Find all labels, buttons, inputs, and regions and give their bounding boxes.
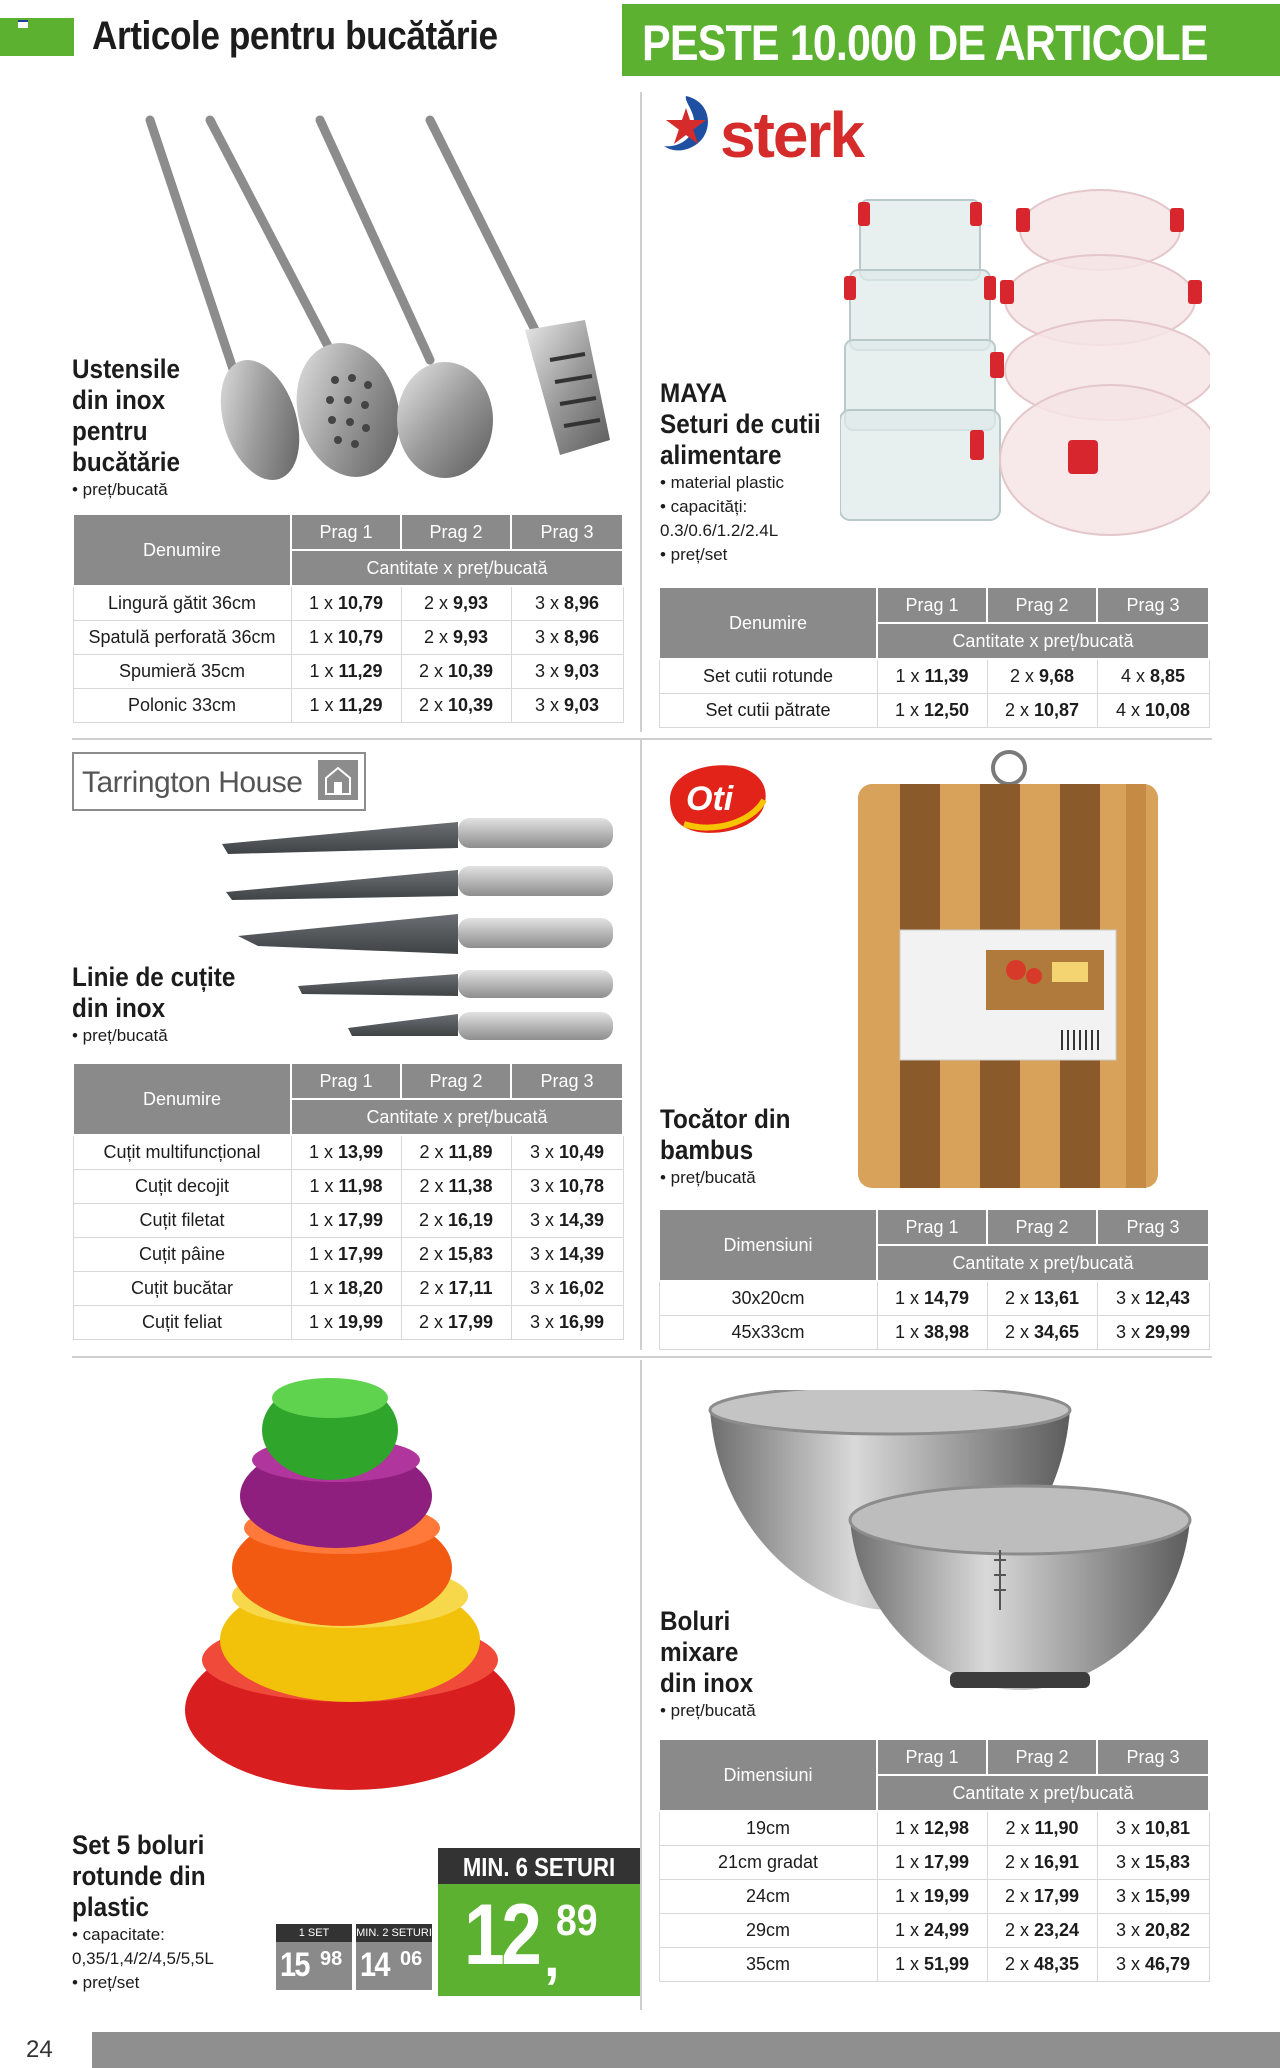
price-cell: [1097, 1811, 1209, 1846]
table-row: [73, 1170, 623, 1204]
price-cell: [1097, 1880, 1209, 1914]
price-decimals: 89: [556, 1896, 598, 1945]
quantity: 2 x: [1005, 1818, 1030, 1838]
quantity: 1 x: [894, 1288, 919, 1308]
item-name: Set cutii rotunde: [659, 659, 877, 694]
cutting-board-image: [856, 750, 1162, 1192]
price-cell: [987, 1880, 1097, 1914]
unit-price: 17,99: [923, 1852, 970, 1872]
table-row: [659, 1914, 1209, 1948]
price-cell: [1097, 1316, 1209, 1350]
col-header: Prag 3: [1097, 1739, 1209, 1775]
unit-price: 51,99: [923, 1954, 970, 1974]
price-cell: [291, 1272, 401, 1306]
table-row: [659, 694, 1209, 728]
food-containers-image: [840, 180, 1210, 550]
price-cell: [401, 1204, 511, 1238]
unit-price: 9,03: [563, 661, 600, 681]
unit-price: 11,89: [448, 1142, 493, 1162]
table-row: [73, 1272, 623, 1306]
unit-price: 29,99: [1144, 1322, 1191, 1342]
unit-price: 20,82: [1144, 1920, 1191, 1940]
boluri-inox-price-table: [658, 1738, 1210, 1982]
price-separator: ,: [544, 1925, 560, 1988]
unit-price: 10,79: [337, 627, 384, 647]
sterk-logo-text: sterk: [720, 99, 863, 171]
quantity: 2 x: [1004, 1322, 1029, 1342]
unit-price: 11,29: [338, 695, 383, 715]
quantity: 1 x: [308, 1278, 333, 1298]
unit-price: 12,98: [923, 1818, 970, 1838]
quantity: 1 x: [894, 1886, 919, 1906]
unit-price: 8,96: [563, 593, 600, 613]
unit-price: 12,50: [923, 700, 970, 720]
price-integer: 12: [464, 1887, 539, 1983]
price-cell: [511, 689, 623, 723]
maya-title: MAYA Seturi de cutii alimentare • material plastic • capacități: 0.3/0.6/1.2/2.4L • preț/set: [660, 378, 821, 564]
quantity: 3 x: [534, 627, 559, 647]
quantity: 1 x: [309, 695, 334, 715]
unit-price: 16,91: [1033, 1852, 1080, 1872]
item-name: 45x33cm: [659, 1316, 877, 1350]
quantity: 1 x: [308, 1244, 333, 1264]
unit-price: 15,83: [447, 1244, 494, 1264]
tocator-title: Tocător din bambus • preț/bucată: [660, 1104, 791, 1187]
unit-price: 13,99: [337, 1142, 384, 1162]
quantity: 2 x: [418, 661, 443, 681]
col-header: Prag 1: [291, 1063, 401, 1099]
col-subheader: Cantitate x preț/bucată: [877, 1775, 1209, 1811]
cutite-title: Linie de cuțite din inox • preț/bucată: [72, 962, 236, 1045]
col-subheader: Cantitate x preț/bucată: [877, 1245, 1209, 1281]
quantity: 3 x: [1115, 1954, 1140, 1974]
price-cell: [401, 1306, 511, 1340]
table-row: [73, 621, 623, 655]
price-cell: [401, 621, 511, 655]
quantity: 1 x: [308, 627, 333, 647]
unit-price: 10,87: [1033, 700, 1080, 720]
col-header: Prag 2: [401, 514, 511, 550]
unit-price: 10,49: [558, 1142, 605, 1162]
price-cell: [877, 1811, 987, 1846]
unit-price: 11,98: [338, 1176, 383, 1196]
divider-horizontal: [72, 1356, 1212, 1358]
price-cell: [511, 1272, 623, 1306]
quantity: 2 x: [1004, 700, 1029, 720]
unit-price: 10,39: [447, 661, 494, 681]
price-decimals: 98: [320, 1948, 343, 1970]
unit-price: 19,99: [923, 1886, 970, 1906]
price-cell: [877, 1914, 987, 1948]
col-header: Denumire: [659, 587, 877, 659]
unit-price: 10,79: [337, 593, 384, 613]
unit-price: 46,79: [1144, 1954, 1191, 1974]
col-header: Prag 2: [987, 1739, 1097, 1775]
ustensile-image: [130, 110, 630, 490]
quantity: 2 x: [1004, 1954, 1029, 1974]
col-header: Prag 1: [291, 514, 401, 550]
price-cell: [987, 694, 1097, 728]
unit-price: 17,99: [1033, 1886, 1080, 1906]
price-cell: [511, 1135, 623, 1170]
item-name: Lingură gătit 36cm: [73, 586, 291, 621]
cutite-price-table: [72, 1062, 624, 1340]
quantity: 3 x: [1115, 1886, 1140, 1906]
quantity: 3 x: [1115, 1852, 1140, 1872]
paring-knife-icon: [348, 1012, 613, 1040]
item-name: Cuțit filetat: [73, 1204, 291, 1238]
item-name: Cuțit decojit: [73, 1170, 291, 1204]
unit-price: 14,39: [558, 1244, 605, 1264]
boluri-inox-title: Boluri mixare din inox • preț/bucată: [660, 1606, 756, 1720]
knives-image: [218, 814, 618, 1054]
quantity: 3 x: [1115, 1818, 1140, 1838]
item-name: 24cm: [659, 1880, 877, 1914]
footer-bar: [92, 2032, 1280, 2068]
quantity: 1 x: [894, 1818, 919, 1838]
quantity: 2 x: [418, 695, 443, 715]
quantity: 1 x: [894, 1920, 919, 1940]
price-cell: [291, 1238, 401, 1272]
price-cell: [511, 1170, 623, 1204]
quantity: 2 x: [1004, 1852, 1029, 1872]
main-price: [438, 1884, 640, 1996]
quantity: 4 x: [1115, 700, 1140, 720]
price-cell: [291, 1204, 401, 1238]
quantity: 3 x: [1115, 1322, 1140, 1342]
ustensile-price-table: [72, 513, 624, 723]
header-banner: [622, 4, 1280, 76]
unit-price: 11,38: [448, 1176, 493, 1196]
oti-logo: [664, 760, 772, 838]
price-cell: [1097, 659, 1209, 694]
quantity: 1 x: [308, 1142, 333, 1162]
unit-price: 8,85: [1149, 666, 1186, 686]
item-name: 29cm: [659, 1914, 877, 1948]
quantity: 2 x: [418, 1210, 443, 1230]
price-cell: [877, 694, 987, 728]
price-cell: [291, 621, 401, 655]
price-cell: [987, 1316, 1097, 1350]
quantity: 3 x: [529, 1244, 554, 1264]
quantity: 3 x: [534, 695, 559, 715]
unit-price: 18,20: [337, 1278, 384, 1298]
house-icon: [318, 760, 358, 800]
unit-price: 9,68: [1038, 666, 1075, 686]
unit-price: 10,39: [447, 695, 494, 715]
price-cell: [1097, 1914, 1209, 1948]
price-integer: 15: [280, 1946, 309, 1984]
flag-icon: [18, 20, 28, 28]
table-row: [73, 1306, 623, 1340]
unit-price: 9,93: [452, 627, 489, 647]
price-cell: [1097, 1948, 1209, 1982]
price-label: 1 SET: [276, 1924, 352, 1942]
col-header: Prag 3: [511, 514, 623, 550]
table-row: [659, 1948, 1209, 1982]
price-cell: [987, 1811, 1097, 1846]
price-cell: [511, 1204, 623, 1238]
item-name: Cuțit bucătar: [73, 1272, 291, 1306]
quantity: 2 x: [419, 1142, 444, 1162]
col-header: Prag 1: [877, 1739, 987, 1775]
quantity: 1 x: [308, 1210, 333, 1230]
quantity: 3 x: [529, 1278, 554, 1298]
quantity: 2 x: [1004, 1886, 1029, 1906]
table-row: [659, 659, 1209, 694]
quantity: 2 x: [1004, 1288, 1029, 1308]
unit-price: 16,02: [558, 1278, 605, 1298]
tarrington-house-logo: [72, 752, 366, 811]
divider-vertical: [640, 740, 642, 1350]
price-cell: [401, 586, 511, 621]
unit-price: 12,43: [1144, 1288, 1191, 1308]
quantity: 2 x: [419, 1278, 444, 1298]
steel-bowls-image: [700, 1390, 1200, 1710]
unit-price: 38,98: [923, 1322, 970, 1342]
col-header: Prag 1: [877, 587, 987, 623]
utility-knife-icon: [298, 970, 613, 998]
price-cell: [877, 1281, 987, 1316]
table-row: [73, 689, 623, 723]
price-2-sets: [356, 1924, 432, 1990]
page-number: 24: [26, 2036, 53, 2063]
price-cell: [877, 659, 987, 694]
divider-vertical: [640, 92, 642, 732]
unit-price: 48,35: [1033, 1954, 1080, 1974]
unit-price: 11,90: [1034, 1818, 1079, 1838]
unit-price: 9,93: [452, 593, 489, 613]
quantity: 2 x: [423, 593, 448, 613]
item-name: 21cm gradat: [659, 1846, 877, 1880]
quantity: 3 x: [1115, 1920, 1140, 1940]
item-name: 19cm: [659, 1811, 877, 1846]
col-header: Prag 2: [987, 587, 1097, 623]
unit-price: 17,11: [448, 1278, 493, 1298]
item-name: Cuțit pâine: [73, 1238, 291, 1272]
price-cell: [1097, 1846, 1209, 1880]
price-cell: [291, 655, 401, 689]
col-subheader: Cantitate x preț/bucată: [291, 1099, 623, 1135]
price-cell: [401, 1272, 511, 1306]
header-accent-bar: [0, 18, 74, 56]
table-row: [659, 1846, 1209, 1880]
quantity: 3 x: [534, 593, 559, 613]
unit-price: 16,19: [447, 1210, 494, 1230]
unit-price: 15,99: [1144, 1886, 1191, 1906]
table-row: [659, 1811, 1209, 1846]
unit-price: 14,79: [923, 1288, 970, 1308]
quantity: 1 x: [894, 1322, 919, 1342]
price-cell: [987, 1281, 1097, 1316]
table-row: [73, 1135, 623, 1170]
unit-price: 24,99: [923, 1920, 970, 1940]
col-header: Prag 3: [1097, 587, 1209, 623]
price-cell: [1097, 694, 1209, 728]
quantity: 3 x: [1115, 1288, 1140, 1308]
unit-price: 17,99: [337, 1210, 384, 1230]
item-name: Set cutii pătrate: [659, 694, 877, 728]
price-cell: [511, 655, 623, 689]
quantity: 1 x: [309, 661, 334, 681]
price-cell: [291, 586, 401, 621]
price-cell: [987, 1914, 1097, 1948]
col-header: Prag 2: [987, 1209, 1097, 1245]
item-name: 35cm: [659, 1948, 877, 1982]
col-header: Prag 3: [511, 1063, 623, 1099]
price-cell: [291, 1135, 401, 1170]
price-cell: [511, 1238, 623, 1272]
quantity: 1 x: [894, 1954, 919, 1974]
page-title: Articole pentru bucătărie: [92, 14, 498, 58]
unit-price: 19,99: [337, 1312, 384, 1332]
carving-knife-icon: [226, 866, 613, 900]
quantity: 4 x: [1120, 666, 1145, 686]
col-header: Prag 3: [1097, 1209, 1209, 1245]
unit-price: 10,78: [558, 1176, 605, 1196]
price-cell: [877, 1846, 987, 1880]
quantity: 1 x: [308, 593, 333, 613]
col-header: Prag 1: [877, 1209, 987, 1245]
unit-price: 34,65: [1033, 1322, 1080, 1342]
unit-price: 11,39: [924, 666, 969, 686]
unit-price: 9,03: [563, 695, 600, 715]
divider-horizontal: [72, 738, 1212, 740]
quantity: 3 x: [529, 1312, 554, 1332]
col-header: Dimensiuni: [659, 1209, 877, 1281]
col-header: Denumire: [73, 514, 291, 586]
col-header: Denumire: [73, 1063, 291, 1135]
price-cell: [877, 1316, 987, 1350]
price-1-set: [276, 1924, 352, 1990]
sterk-logo-icon: [656, 90, 716, 162]
price-cell: [401, 1238, 511, 1272]
price-cell: [987, 1948, 1097, 1982]
col-header: Prag 2: [401, 1063, 511, 1099]
table-row: [73, 1238, 623, 1272]
quantity: 3 x: [534, 661, 559, 681]
price-cell: [291, 1170, 401, 1204]
item-name: Cuțit feliat: [73, 1306, 291, 1340]
table-row: [659, 1316, 1209, 1350]
oti-logo-text: Oti: [686, 780, 734, 818]
unit-price: 16,99: [558, 1312, 605, 1332]
table-row: [73, 586, 623, 621]
quantity: 1 x: [308, 1312, 333, 1332]
price-cell: [511, 621, 623, 655]
price-integer: 14: [360, 1946, 389, 1984]
price-cell: [987, 659, 1097, 694]
boluri-plastic-title: Set 5 boluri rotunde din plastic • capacitate: 0,35/1,4/2/4,5/5,5L • preț/set: [72, 1830, 214, 1992]
col-subheader: Cantitate x preț/bucată: [877, 623, 1209, 659]
brand-name: Tarrington House: [82, 766, 303, 799]
ustensile-title: Ustensile din inox pentru bucătărie • preț/bucată: [72, 354, 181, 499]
unit-price: 15,83: [1144, 1852, 1191, 1872]
quantity: 2 x: [419, 1176, 444, 1196]
quantity: 1 x: [895, 666, 920, 686]
item-name: Cuțit multifuncțional: [73, 1135, 291, 1170]
col-subheader: Cantitate x preț/bucată: [291, 550, 623, 586]
bread-knife-icon: [222, 818, 613, 854]
quantity: 1 x: [894, 1852, 919, 1872]
item-name: Spumieră 35cm: [73, 655, 291, 689]
price-cell: [401, 689, 511, 723]
item-name: Polonic 33cm: [73, 689, 291, 723]
table-row: [659, 1880, 1209, 1914]
unit-price: 8,96: [563, 627, 600, 647]
unit-price: 10,81: [1144, 1818, 1191, 1838]
banner-text: PESTE 10.000 DE ARTICOLE: [642, 15, 1208, 71]
page-number-box: [0, 2030, 72, 2068]
price-cell: [1097, 1281, 1209, 1316]
price-cell: [291, 689, 401, 723]
quantity: 2 x: [418, 1244, 443, 1264]
chef-knife-icon: [238, 914, 613, 954]
table-row: [73, 655, 623, 689]
quantity: 2 x: [1009, 666, 1034, 686]
quantity: 2 x: [1004, 1920, 1029, 1940]
quantity: 3 x: [529, 1142, 554, 1162]
price-cell: [877, 1948, 987, 1982]
item-name: 30x20cm: [659, 1281, 877, 1316]
unit-price: 17,99: [337, 1244, 384, 1264]
plastic-bowls-image: [170, 1370, 520, 1840]
price-cell: [401, 655, 511, 689]
unit-price: 11,29: [338, 661, 383, 681]
price-label: MIN. 2 SETURI: [356, 1924, 432, 1942]
unit-price: 10,08: [1144, 700, 1191, 720]
divider-vertical: [640, 1360, 642, 2010]
col-header: Dimensiuni: [659, 1739, 877, 1811]
quantity: 3 x: [529, 1176, 554, 1196]
quantity: 3 x: [529, 1210, 554, 1230]
price-cell: [401, 1170, 511, 1204]
quantity: 1 x: [894, 700, 919, 720]
price-cell: [877, 1880, 987, 1914]
table-row: [659, 1281, 1209, 1316]
price-decimals: 06: [400, 1948, 423, 1970]
unit-price: 23,24: [1033, 1920, 1080, 1940]
price-cell: [291, 1306, 401, 1340]
quantity: 2 x: [423, 627, 448, 647]
unit-price: 13,61: [1033, 1288, 1080, 1308]
price-cell: [987, 1846, 1097, 1880]
price-cell: [511, 1306, 623, 1340]
table-row: [73, 1204, 623, 1238]
min-quantity-label: MIN. 6 SETURI: [438, 1848, 640, 1884]
price-cell: [511, 586, 623, 621]
item-name: Spatulă perforată 36cm: [73, 621, 291, 655]
quantity: 1 x: [309, 1176, 334, 1196]
tocator-price-table: [658, 1208, 1210, 1350]
unit-price: 14,39: [558, 1210, 605, 1230]
quantity: 2 x: [418, 1312, 443, 1332]
maya-price-table: [658, 586, 1210, 728]
unit-price: 17,99: [447, 1312, 494, 1332]
price-cell: [401, 1135, 511, 1170]
